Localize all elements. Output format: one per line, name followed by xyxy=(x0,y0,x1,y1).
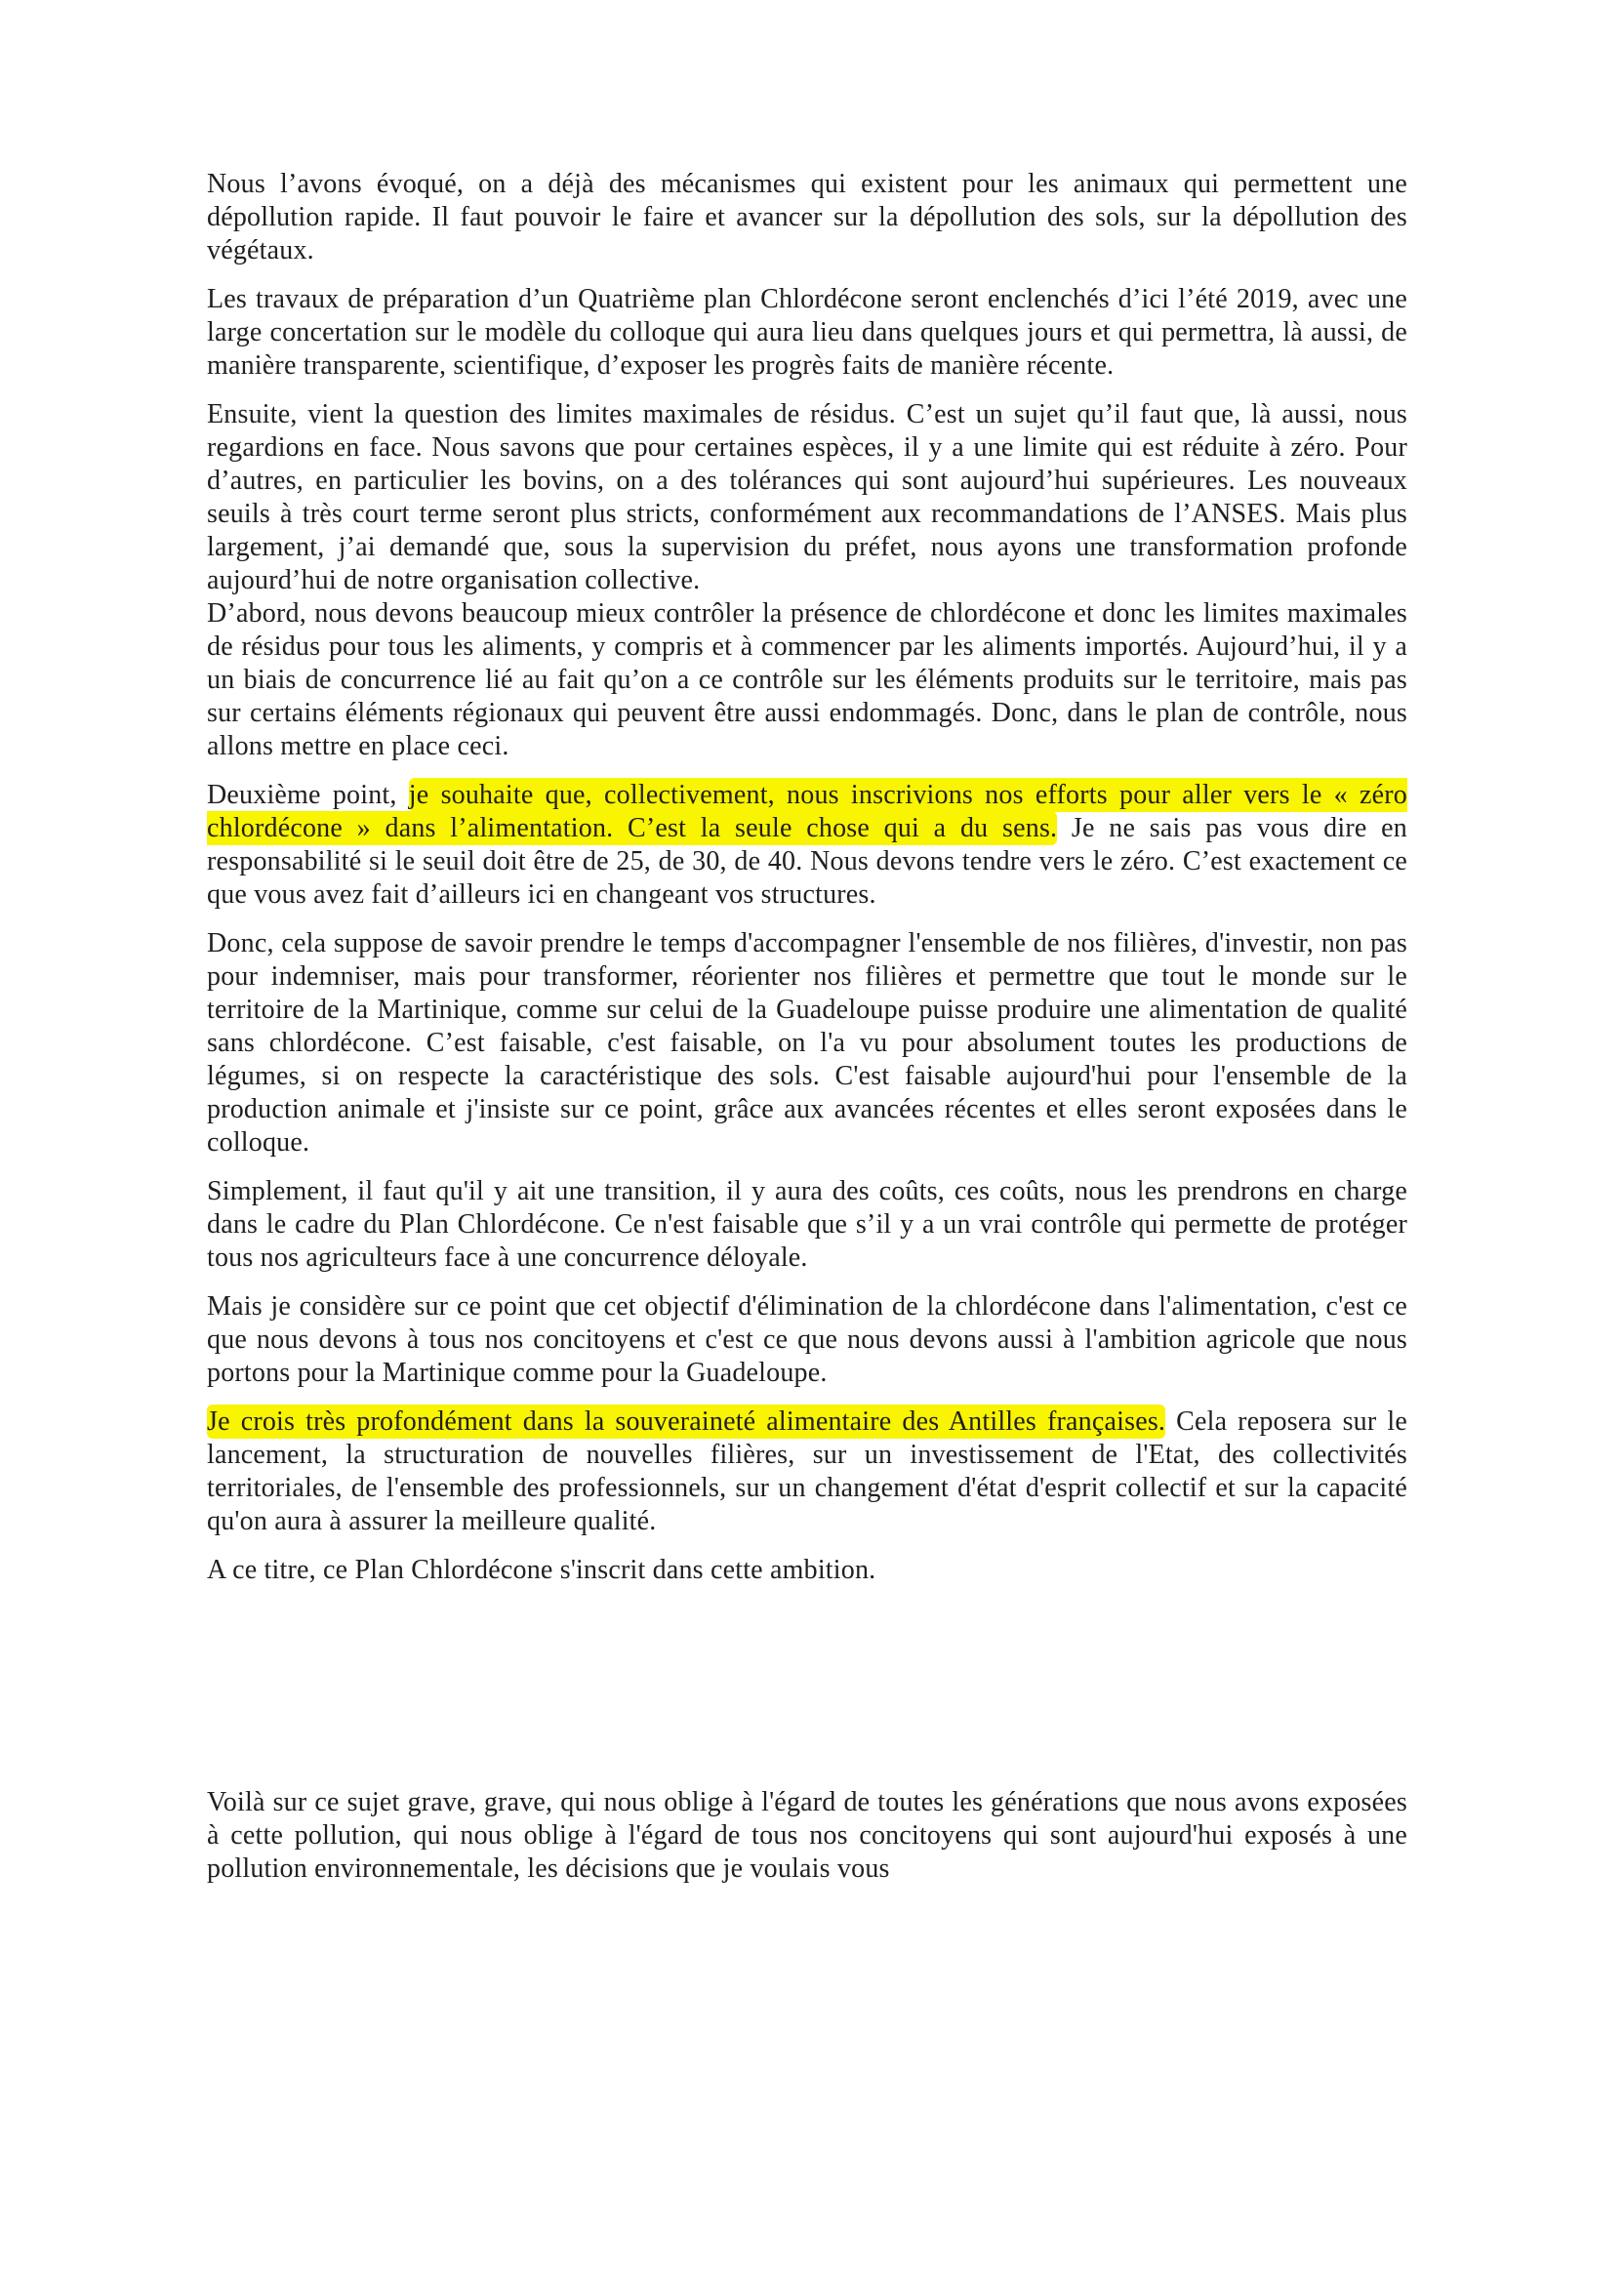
highlighted-text: Je crois très profondément dans la souveraineté alimentaire des Antilles françaises. xyxy=(207,1406,1166,1437)
text-segment: Deuxième point, xyxy=(207,780,409,810)
text-segment: Simplement, il faut qu'il y ait une transition, il y aura des coûts, ces coûts, nous les prendrons en charge dans le cadre du Plan Chlordécone. Ce n'est faisable que s’il y a un vrai contrôle qui permette de protéger tous nos agriculteurs face à une concurrence déloyale. xyxy=(207,1176,1407,1273)
text-segment: Nous l’avons évoqué, on a déjà des mécanismes qui existent pour les animaux qui permettent une dépollution rapide. Il faut pouvoir le faire et avancer sur la dépollution des sols, sur la dépollution des végétaux. xyxy=(207,169,1407,265)
text-segment: Je ne sais pas vous dire en responsabilité si le seuil doit être de 25, de 30, de 40. Nous devons tendre vers le zéro. C’est exactement ce que vous avez fait d’ailleurs ici en changeant vos structures. xyxy=(207,813,1407,910)
highlighted-text: je souhaite que, collectivement, nous inscrivions nos efforts pour aller vers le « zéro chlordécone » dans l’alimentation. C’est la seule chose qui a du sens. xyxy=(207,780,1407,843)
para-transformation-filieres xyxy=(207,927,1407,1160)
text-segment: A ce titre, ce Plan Chlordécone s'inscrit dans cette ambition. xyxy=(207,1555,876,1585)
text-segment: Cela reposera sur le lancement, la structuration de nouvelles filières, sur un investissement de l'Etat, des collectivités territoriales, de l'ensemble des professionnels, sur un changement d'état d'esprit collectif et sur la capacité qu'on aura à assurer la meilleure qualité. xyxy=(207,1406,1407,1536)
para-objectif-elimination xyxy=(207,1290,1407,1390)
para-limites-residus xyxy=(207,398,1407,763)
text-segment: Mais je considère sur ce point que cet objectif d'élimination de la chlordécone dans l'alimentation, c'est ce que nous devons à tous nos concitoyens et c'est ce que nous devons aussi à l'ambition agricole que nous portons pour la Martinique comme pour la Guadeloupe. xyxy=(207,1291,1407,1388)
text-segment: Donc, cela suppose de savoir prendre le temps d'accompagner l'ensemble de nos filières, d'investir, non pas pour indemniser, mais pour transformer, réorienter nos filières et permettre que tout le monde sur le territoire de la Martinique, comme sur celui de la Guadeloupe puisse produire une alimentation de qualité sans chlordécone. C’est faisable, c'est faisable, on l'a vu pour absolument toutes les productions de légumes, si on respecte la caractéristique des sols. C'est faisable aujourd'hui pour l'ensemble de la production animale et j'insiste sur ce point, grâce aux avancées récentes et elles seront exposées dans le colloque. xyxy=(207,928,1407,1158)
para-quatrieme-plan xyxy=(207,283,1407,383)
para-voila-sujet-grave xyxy=(207,1786,1407,1886)
text-segment: Ensuite, vient la question des limites maximales de résidus. C’est un sujet qu’il faut que, là aussi, nous regardions en face. Nous savons que pour certaines espèces, il y a une limite qui est réduite à zéro. Pour d’autres, en particulier les bovins, on a des tolérances qui sont aujourd’hui supérieures. Les nouveaux seuils à très court terme seront plus stricts, conformément aux recommandations de l’ANSES. Mais plus largement, j’ai demandé que, sous la supervision du préfet, nous ayons une transformation profonde aujourd’hui de notre organisation collective. xyxy=(207,399,1407,595)
para-mecanismes-depollution xyxy=(207,168,1407,267)
para-transition-couts xyxy=(207,1175,1407,1275)
text-segment: D’abord, nous devons beaucoup mieux contrôler la présence de chlordécone et donc les limites maximales de résidus pour tous les aliments, y compris et à commencer par les aliments importés. Aujourd’hui, il y a un biais de concurrence lié au fait qu’on a ce contrôle sur les éléments produits sur le territoire, mais pas sur certains éléments régionaux qui peuvent être aussi endommagés. Donc, dans le plan de contrôle, nous allons mettre en place ceci. xyxy=(207,598,1407,761)
document-text-block xyxy=(207,168,1407,1901)
para-deuxieme-point xyxy=(207,779,1407,912)
text-segment: Voilà sur ce sujet grave, grave, qui nous oblige à l'égard de toutes les générations que nous avons exposées à cette pollution, qui nous oblige à l'égard de tous nos concitoyens qui sont aujourd'hui exposés à une pollution environnementale, les décisions que je voulais vous xyxy=(207,1787,1407,1884)
text-segment: Les travaux de préparation d’un Quatrième plan Chlordécone seront enclenchés d’ici l’été 2019, avec une large concertation sur le modèle du colloque qui aura lieu dans quelques jours et qui permettra, là aussi, de manière transparente, scientifique, d’exposer les progrès faits de manière récente. xyxy=(207,284,1407,381)
para-souverainete-alimentaire xyxy=(207,1405,1407,1538)
para-ambition xyxy=(207,1554,1407,1587)
